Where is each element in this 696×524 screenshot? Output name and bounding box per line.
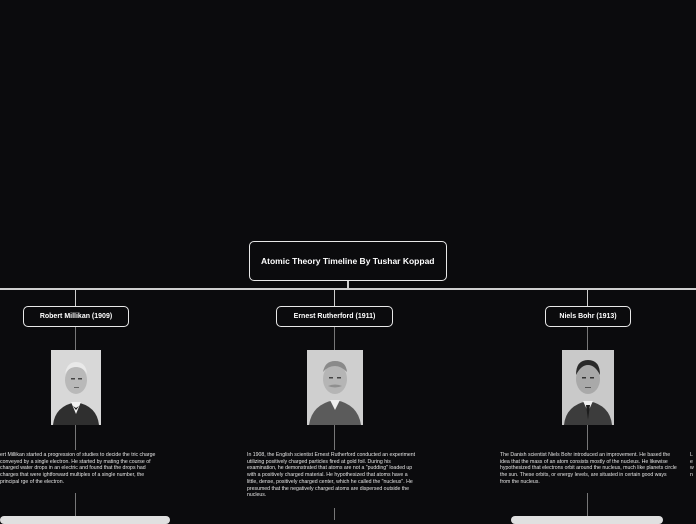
description-bohr: The Danish scientist Niels Bohr introduced an improvement. He based the idea that the mass of an atom consists mostly of the nucleus. He likewise hypothesized that electrons orbit around the nucleus, much like planets circle the sun. These orbits, or energy levels, are situated in certain good ways from the nucleus. [500, 452, 677, 485]
bottom-connector-millikan [75, 493, 76, 516]
topic-ernest-rutherford[interactable] [276, 306, 393, 327]
desc-connector-bohr [587, 425, 588, 450]
bottom-connector-bohr [587, 493, 588, 516]
description-partial-right: L e w n [690, 452, 694, 479]
desc-connector-millikan [75, 425, 76, 450]
portrait-robert-millikan[interactable] [51, 350, 101, 425]
horizontal-branch-line [0, 288, 696, 290]
topic-niels-bohr[interactable] [545, 306, 631, 327]
branch-connector-millikan [75, 289, 76, 306]
next-card-bohr[interactable] [511, 516, 663, 524]
topic-robert-millikan[interactable] [23, 306, 129, 327]
photo-connector-millikan [75, 327, 76, 350]
branch-connector-rutherford [334, 289, 335, 306]
topic-label: Robert Millikan (1909) [39, 313, 113, 320]
photo-connector-bohr [587, 327, 588, 350]
portrait-ernest-rutherford[interactable] [307, 350, 363, 425]
root-title: Atomic Theory Timeline By Tushar Koppad [261, 255, 435, 266]
topic-label: Niels Bohr (1913) [559, 313, 617, 320]
root-topic[interactable] [249, 241, 447, 281]
description-millikan: ert Millikan started a progression of studies to decide the tric charge conveyed by a single electron. He started by mating the course of charged water drops in an electric and found that the drops had charges that were ightforward multiples of a single number, the principal rge of the electron. [0, 452, 156, 485]
bottom-connector-rutherford [334, 508, 335, 520]
portrait-niels-bohr[interactable] [562, 350, 614, 425]
branch-connector-bohr [587, 289, 588, 306]
next-card-millikan[interactable] [0, 516, 170, 524]
photo-connector-rutherford [334, 327, 335, 350]
desc-connector-rutherford [334, 425, 335, 450]
description-rutherford: In 1908, the English scientist Ernest Rutherford conducted an experiment utilizing positively charged particles fired at gold foil. During his examination, he demonstrated that atoms are not a "pudding" loaded up with a positively charged material. He hypothesized that atoms have a little, dense, positively charged center, which he called the "nucleus". He presumed that the negatively charged atoms are dispersed outside the nucleus. [247, 452, 416, 499]
topic-label: Ernest Rutherford (1911) [293, 313, 376, 320]
